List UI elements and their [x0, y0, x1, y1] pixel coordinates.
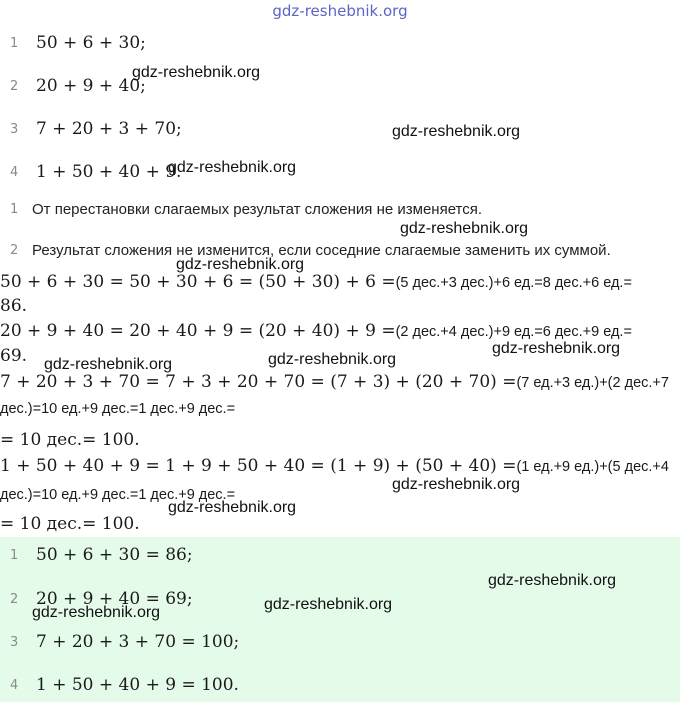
solution-math: = 10 дес.= 100. [0, 430, 140, 450]
answer-expression: 7 + 20 + 3 + 70 = 100; [36, 632, 240, 652]
solution-math: = 10 дес.= 100. [0, 514, 140, 534]
watermark: gdz-reshebnik.org [168, 499, 297, 516]
rule-text: Результат сложения не изменится, если соседние слагаемые заменить их суммой. [32, 242, 611, 259]
solution-math: 50 + 6 + 30 = 50 + 30 + 6 = (50 + 30) + 6 = [0, 272, 396, 292]
solution-units: дес.)=10 ед.+9 дес.=1 дес.+9 дес.= [0, 401, 236, 417]
watermark: gdz-reshebnik.org [400, 220, 529, 237]
item-number: 4 [10, 678, 19, 693]
item-number: 2 [10, 592, 19, 607]
watermark: gdz-reshebnik.org [32, 604, 161, 621]
watermark: gdz-reshebnik.org [168, 159, 297, 176]
site-header[interactable]: gdz-reshebnik.org [272, 2, 408, 20]
solution-line [0, 484, 680, 504]
watermark: gdz-reshebnik.org [264, 596, 393, 613]
item-number: 1 [10, 548, 19, 563]
watermark: gdz-reshebnik.org [44, 356, 173, 373]
watermark: gdz-reshebnik.org [268, 351, 397, 368]
solution-line [0, 514, 680, 534]
answer-expression: 50 + 6 + 30 = 86; [36, 545, 193, 565]
watermark: gdz-reshebnik.org [492, 340, 621, 357]
item-number: 3 [10, 122, 19, 137]
task-expression: 7 + 20 + 3 + 70; [36, 119, 182, 139]
solution-units: дес.)=10 ед.+9 дес.=1 дес.+9 дес.= [0, 487, 236, 503]
solution-line [0, 372, 680, 392]
solution-math: 20 + 9 + 40 = 20 + 40 + 9 = (20 + 40) + 9 = [0, 321, 396, 341]
solution-units: (1 ед.+9 ед.)+(5 дес.+4 [516, 459, 669, 475]
watermark: gdz-reshebnik.org [176, 256, 305, 273]
solution-math: 7 + 20 + 3 + 70 = 7 + 3 + 20 + 70 = (7 + 3) + (20 + 70) = [0, 372, 517, 392]
watermark: gdz-reshebnik.org [488, 572, 617, 589]
solution-line [0, 398, 680, 418]
item-number: 3 [10, 635, 19, 650]
watermark: gdz-reshebnik.org [132, 64, 261, 81]
item-number: 2 [10, 243, 19, 258]
item-number: 1 [10, 202, 19, 217]
solution-math: 1 + 50 + 40 + 9 = 1 + 9 + 50 + 40 = (1 + 9) + (50 + 40) = [0, 456, 517, 476]
solution-units: (2 дес.+4 дес.)+9 ед.=6 дес.+9 ед.= [395, 324, 632, 340]
solution-line [0, 430, 680, 450]
task-expression: 20 + 9 + 40; [36, 76, 146, 96]
solution-line [0, 456, 680, 476]
task-expression: 50 + 6 + 30; [36, 33, 146, 53]
item-number: 1 [10, 36, 19, 51]
solution-line [0, 272, 680, 292]
solution-math: 69. [0, 346, 28, 366]
solution-line [0, 296, 680, 316]
item-number: 2 [10, 79, 19, 94]
solution-math: 86. [0, 296, 28, 316]
item-number: 4 [10, 165, 19, 180]
answer-expression: 1 + 50 + 40 + 9 = 100. [36, 675, 239, 695]
task-expression: 1 + 50 + 40 + 9. [36, 162, 182, 182]
watermark: gdz-reshebnik.org [392, 476, 521, 493]
solution-line [0, 321, 680, 341]
rule-text: От перестановки слагаемых результат сложения не изменяется. [32, 201, 483, 218]
answer-expression: 20 + 9 + 40 = 69; [36, 589, 193, 609]
watermark: gdz-reshebnik.org [392, 123, 521, 140]
solution-units: (7 ед.+3 ед.)+(2 дес.+7 [516, 375, 669, 391]
solution-units: (5 дес.+3 дес.)+6 ед.=8 дес.+6 ед.= [395, 275, 632, 291]
